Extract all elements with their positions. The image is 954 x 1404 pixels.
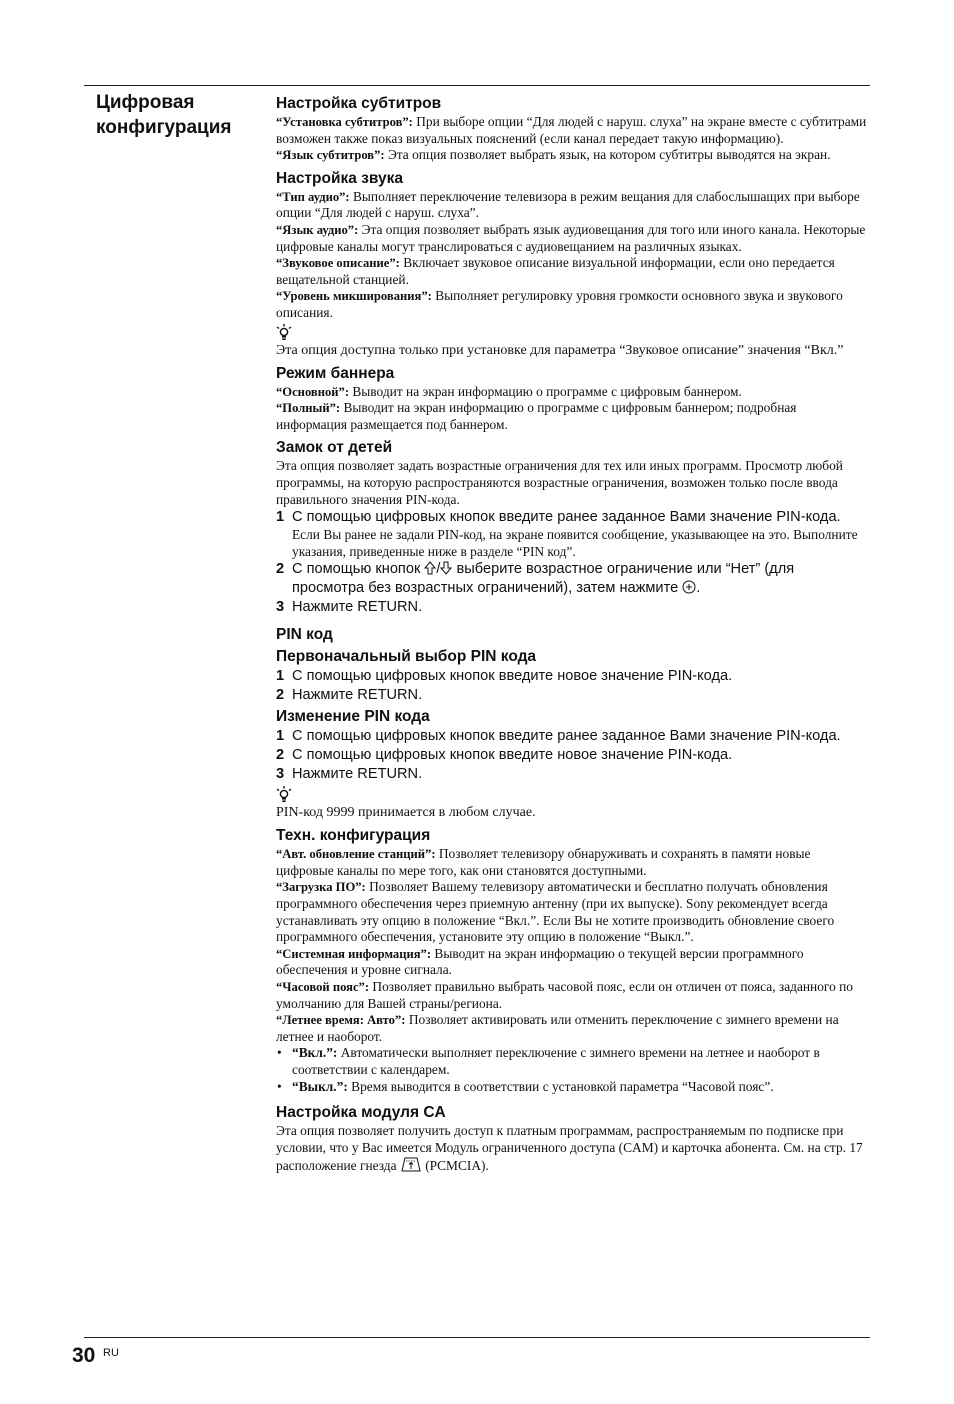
term: “Часовой пояс”: xyxy=(276,980,370,995)
step-note: Если Вы ранее не задали PIN-код, на экране появится сообщение, указывающее на это. Выполните указания, приведенные ниже в разделе “PIN код”. xyxy=(292,527,858,559)
term: “Авт. обновление станций”: xyxy=(276,847,436,862)
enter-circle-icon xyxy=(682,580,696,594)
software-download-paragraph: “Загрузка ПО”: Позволяет Вашему телевизору автоматически и бесплатно получать обновления программного обеспечения через приемную антенну (при их выпуске). Sony рекомендует всегда устанавливать эту опцию в положение “Вкл.”. Если Вы не хотите производить обновление своего программного обеспечения, установите эту опцию в положение “Выкл.”. xyxy=(276,879,835,945)
step-item xyxy=(276,598,868,617)
pin-initial-steps xyxy=(276,667,868,705)
banner-basic-paragraph: “Основной”: Выводит на экран информацию о программе с цифровым баннером. xyxy=(276,383,742,399)
banner-full-paragraph: “Полный”: Выводит на экран информацию о программе с цифровым баннером; подробная информация размещается под баннером. xyxy=(276,400,797,432)
pin-heading: PIN код xyxy=(276,626,333,644)
page-language: RU xyxy=(103,1347,119,1359)
banner-heading: Режим баннера xyxy=(276,364,395,382)
step-number: 1 xyxy=(276,668,285,685)
term: “Летнее время: Авто”: xyxy=(276,1013,406,1028)
section-title xyxy=(96,90,266,140)
list-item: • “Вкл.”: Автоматически выполняет переключение с зимнего времени на летнее и наоборот в соответствии с календарем. xyxy=(277,1045,820,1077)
step-item xyxy=(276,746,868,765)
parental-lock-intro: Эта опция позволяет задать возрастные ограничения для тех или иных программ. Просмотр любой программы, на которую распространяются возрастные ограничения, возможен только после ввода правильного значения PIN-кода. xyxy=(276,458,843,507)
subtitles-language-paragraph: “Язык субтитров”: Эта опция позволяет выбрать язык, на котором субтитры выводятся на экран. xyxy=(276,147,831,163)
step-number: 1 xyxy=(276,728,285,745)
audio-description-tip: Эта опция доступна только при установке для параметра “Звуковое описание” значения “Вкл.” xyxy=(276,342,844,358)
term: “Основной”: xyxy=(276,384,350,399)
list-item: • “Выкл.”: Время выводится в соответствии с установкой параметра “Часовой пояс”. xyxy=(277,1078,774,1094)
term: “Установка субтитров”: xyxy=(276,115,413,129)
top-rule xyxy=(84,85,870,86)
lightbulb-icon xyxy=(276,324,292,341)
pin-tip: PIN-код 9999 принимается в любом случае. xyxy=(276,805,536,821)
term: “Вкл.”: xyxy=(292,1045,338,1061)
tech-config-heading: Техн. конфигурация xyxy=(276,827,431,845)
audio-description-paragraph: “Звуковое описание”: Включает звуковое описание визуальной информации, если оно передается вещательной станцией. xyxy=(276,255,835,287)
time-zone-paragraph: “Часовой пояс”: Позволяет правильно выбрать часовой пояс, если он отличен от пояса, заданного по умолчанию для Вашей страны/региона. xyxy=(276,979,853,1011)
step-item xyxy=(276,667,868,686)
step-item xyxy=(276,765,868,784)
term: “Тип аудио”: xyxy=(276,189,350,204)
page-number: 30 xyxy=(72,1344,96,1367)
term: “Загрузка ПО”: xyxy=(276,880,366,895)
system-info-paragraph: “Системная информация”: Выводит на экран информацию о текущей версии программного обеспечения и уровне сигнала. xyxy=(276,945,804,978)
step-item xyxy=(276,727,868,746)
section-title-line2: конфигурация xyxy=(96,117,232,138)
pin-change-heading: Изменение PIN кода xyxy=(276,708,430,726)
ca-module-heading: Настройка модуля CA xyxy=(276,1104,446,1122)
subtitles-setting-paragraph: “Установка субтитров”: При выборе опции “Для людей с наруш. слуха” на экране вместе с субтитрами возможен также показ визуальных пояснений (если канал передает такую информацию). xyxy=(276,114,867,146)
step-text: Нажмите RETURN. xyxy=(292,766,423,783)
sound-heading: Настройка звука xyxy=(276,169,404,187)
term: “Звуковое описание”: xyxy=(276,256,400,271)
mix-level-paragraph: “Уровень микширования”: Выполняет регулировку уровня громкости основного звука и звукового описания. xyxy=(276,288,843,320)
daylight-saving-paragraph: “Летнее время: Авто”: Позволяет активировать или отменить переключение с зимнего времени на летнее и наоборот. xyxy=(276,1012,839,1044)
daylight-options-list xyxy=(276,1045,868,1095)
parental-lock-steps xyxy=(276,508,868,617)
step-text: С помощью цифровых кнопок введите новое значение PIN-кода. xyxy=(292,668,733,685)
step-text: Нажмите RETURN. xyxy=(292,599,423,616)
lightbulb-icon xyxy=(276,786,292,803)
audio-type-paragraph: “Тип аудио”: Выполняет переключение телевизора в режим вещания для слабослышащих при выборе опции “Для людей с наруш. слуха”. xyxy=(276,188,860,221)
audio-language-paragraph: “Язык аудио”: Эта опция позволяет выбрать язык аудиовещания для того или иного канала. Некоторые цифровые каналы могут транслироваться с аудиовещанием на различных языках. xyxy=(276,221,866,254)
pcmcia-slot-icon xyxy=(400,1156,422,1172)
term: “Язык субтитров”: xyxy=(276,148,385,163)
term: “Выкл.”: xyxy=(292,1078,348,1094)
step-text: Нажмите RETURN. xyxy=(292,687,423,704)
step-number: 3 xyxy=(276,766,285,783)
ca-module-paragraph: Эта опция позволяет получить доступ к платным программам, распространяемым по подписке при условии, что у Вас имеется Модуль ограниченного доступа (CAM) и карточка абонента. См. на стр. 17 расположение гнезда (PCMCIA). xyxy=(276,1123,863,1174)
step-text: С помощью цифровых кнопок введите новое значение PIN-кода. xyxy=(292,747,733,764)
term: “Уровень микширования”: xyxy=(276,289,432,304)
step-text: С помощью цифровых кнопок введите ранее заданное Вами значение PIN-кода. xyxy=(292,509,841,526)
parental-lock-heading: Замок от детей xyxy=(276,439,393,457)
term: “Полный”: xyxy=(276,401,341,416)
pin-initial-heading: Первоначальный выбор PIN кода xyxy=(276,648,537,666)
main-content xyxy=(276,94,868,1175)
step-text: С помощью цифровых кнопок введите ранее заданное Вами значение PIN-кода. xyxy=(292,728,841,745)
bullet-dot: • xyxy=(277,1078,282,1094)
term: “Язык аудио”: xyxy=(276,222,359,237)
step-number: 2 xyxy=(276,561,285,578)
step-item: 2 С помощью кнопок / выберите возрастное ограничение или “Нет” (для просмотра без возрастных ограничений), затем нажмите . xyxy=(276,561,795,597)
term: “Системная информация”: xyxy=(276,946,432,961)
pin-change-steps xyxy=(276,727,868,784)
subtitles-heading: Настройка субтитров xyxy=(276,95,442,112)
arrow-up-icon xyxy=(424,561,436,575)
step-item xyxy=(276,686,868,705)
step-number: 2 xyxy=(276,687,285,704)
step-number: 2 xyxy=(276,747,285,764)
arrow-down-icon xyxy=(440,561,452,575)
step-item xyxy=(276,508,868,560)
section-title-line1: Цифровая xyxy=(96,92,195,113)
bottom-rule xyxy=(84,1337,870,1338)
step-number: 1 xyxy=(276,509,285,526)
step-number: 3 xyxy=(276,599,285,616)
bullet-dot: • xyxy=(277,1045,282,1061)
auto-update-paragraph: “Авт. обновление станций”: Позволяет телевизору обнаруживать и сохранять в памяти новые цифровые каналы по мере того, как они становятся доступными. xyxy=(276,846,811,878)
